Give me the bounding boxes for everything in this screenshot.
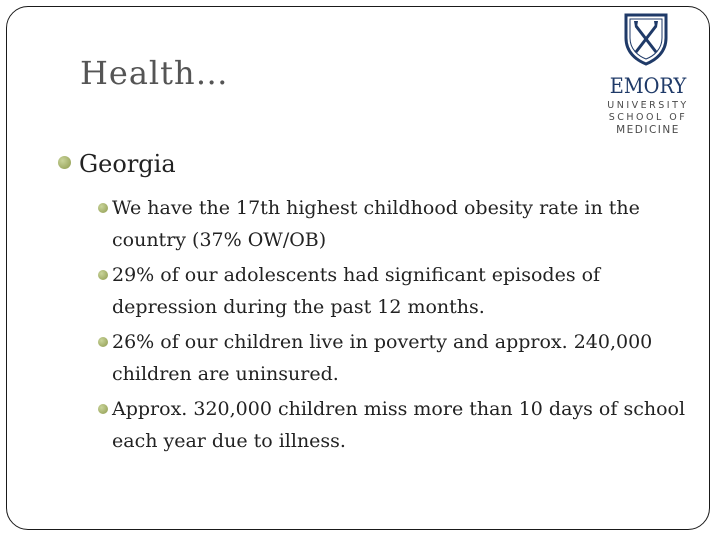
bullet-label: Georgia (79, 150, 176, 178)
sub-bullet-list (98, 192, 698, 460)
sub-bullet-text: We have the 17th highest childhood obesity rate in the country (37% OW/OB) (112, 197, 640, 251)
sub-bullet-item (98, 259, 698, 323)
logo-line-university: UNIVERSITY (607, 100, 689, 111)
sub-bullet-text: 29% of our adolescents had significant episodes of depression during the past 12 months. (112, 264, 601, 318)
logo-line-medicine: MEDICINE (616, 124, 680, 136)
bullet-dot (98, 404, 108, 414)
emory-logo (603, 12, 693, 138)
bullet-dot (58, 156, 71, 169)
bullet-dot (98, 203, 108, 213)
sub-bullet-text: Approx. 320,000 children miss more than 10 days of school each year due to illness. (112, 398, 686, 452)
sub-bullet-item (98, 393, 698, 457)
bullet-georgia (58, 150, 176, 178)
sub-bullet-item (98, 192, 698, 256)
logo-line-school: SCHOOL OF (608, 112, 688, 123)
sub-bullet-item (98, 326, 698, 390)
bullet-dot (98, 337, 108, 347)
slide-title: Health… (80, 54, 229, 92)
logo-wordmark: EMORY (609, 74, 687, 98)
shield-torch-icon (623, 12, 669, 66)
bullet-dot (98, 270, 108, 280)
sub-bullet-text: 26% of our children live in poverty and approx. 240,000 children are uninsured. (112, 331, 653, 385)
